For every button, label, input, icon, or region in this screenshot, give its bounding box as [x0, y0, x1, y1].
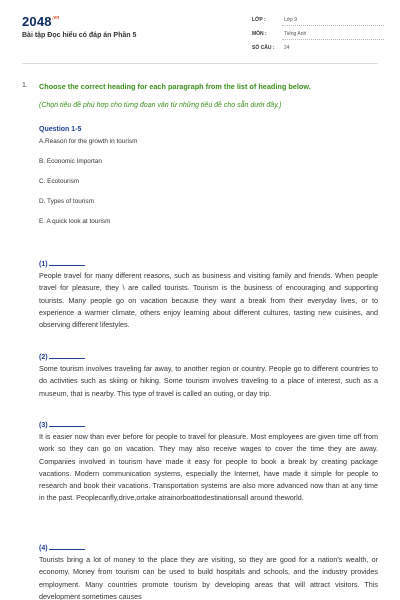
meta-label: SỐ CÂU :: [252, 45, 275, 51]
meta-label: LỚP :: [252, 17, 266, 23]
meta-underline: [282, 25, 384, 26]
paragraph-label-1: [39, 258, 85, 268]
paragraph-2: Some tourism involves traveling far away, to another region or country. People go to different countries to do activities such as skiing or hiking. Some tourism involves traveling to a place of interest, such as a museum, that is nearby. This type of travel is called an outing, or day trip.: [39, 364, 378, 398]
question-number: 1.: [22, 82, 28, 89]
paragraph-number: (3): [39, 422, 48, 429]
paragraph-3: It is easier now than ever before for people to travel for pleasure. Most employees are given time off from work so they can go on vacation. They may also receive wages to cover the time they are away. Companies involved in tourism have made it easy for people to book a break by creating package vacations. Modern communication systems, especially the Internet, have made it simple for people to research and book their vacations. Transportation systems are also more advanced now than at any time in the past. Peoplecanfly,drive,ortake atrainorboattodestinationsall around theworld.: [39, 432, 378, 503]
question-instruction: Choose the correct heading for each paragraph from the list of heading below.: [39, 82, 311, 91]
paragraph-number: (1): [39, 261, 48, 268]
meta-value: Tiếng Anh: [284, 31, 307, 37]
meta-label: MÔN :: [252, 31, 267, 37]
paragraph-number: (4): [39, 545, 48, 552]
answer-blank[interactable]: [49, 542, 85, 550]
question-note: (Chọn tiêu đề phù hợp cho từng đoạn văn từ những tiêu đề cho sẵn dưới đây.): [39, 102, 282, 109]
logo-main: 2048: [22, 14, 52, 29]
paragraph-label-4: [39, 542, 85, 552]
heading-option: B. Economic Importan: [39, 158, 102, 165]
paragraph-number: (2): [39, 354, 48, 361]
header-divider: [22, 63, 378, 64]
paragraph-1: People travel for many different reasons, such as business and visiting family and friends. When people travel for pleasure, they \ are called tourists. Tourism is the business of encouraging and supporting tourists. Many people go on vacation because they want a break from their everyday lives, or to experience a warmer climate, others enjoy learning about different cultures, tasting new cuisines, and observing different lifestyles.: [39, 271, 378, 330]
answer-blank[interactable]: [49, 351, 85, 359]
heading-option: E. A quick look at tourism: [39, 218, 111, 225]
paragraph-4: Tourists bring a lot of money to the place they are visiting, so they are good for a nation's wealth, or economy. Money from tourism can be used to build hospitals and schools, and the industry provides employment. Many countries promote tourism by developing areas that will attract visitors. This development sometimes causes: [39, 555, 378, 600]
paragraph-label-3: [39, 419, 85, 429]
logo-suffix: .vn: [51, 15, 60, 21]
heading-option: D. Types of tourism: [39, 198, 94, 205]
heading-option: A.Reason for the growth in tourism: [39, 138, 138, 145]
page-header: [0, 0, 400, 60]
answer-blank[interactable]: [49, 419, 85, 427]
heading-option: C. Ecotourism: [39, 178, 80, 185]
meta-underline: [282, 39, 384, 40]
meta-value: 24: [284, 45, 290, 51]
site-logo[interactable]: [22, 14, 60, 29]
question-subheading: Question 1-5: [39, 126, 82, 133]
answer-blank[interactable]: [49, 258, 85, 266]
paragraph-label-2: [39, 351, 85, 361]
document-title: Bài tập Đọc hiểu có đáp án Phần 5: [22, 32, 137, 39]
meta-value: Lớp 9: [284, 17, 298, 23]
